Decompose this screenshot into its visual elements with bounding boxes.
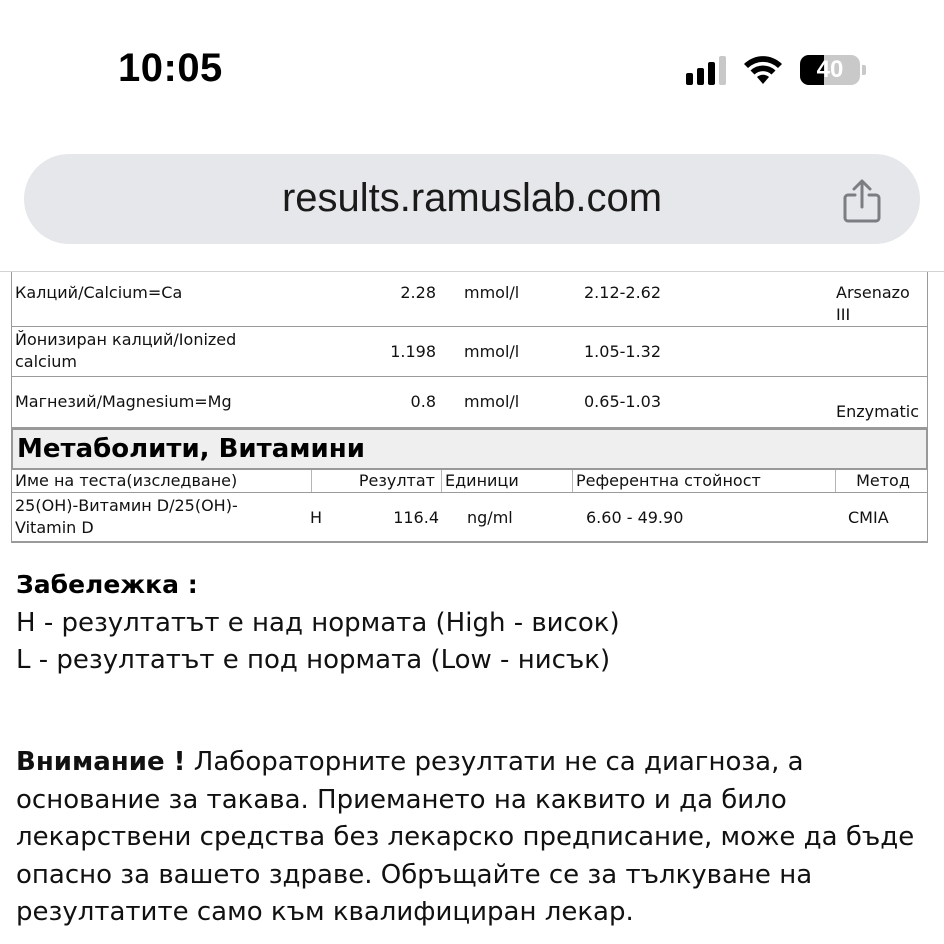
results-table: [11, 272, 928, 543]
url-text[interactable]: results.ramuslab.com: [281, 176, 663, 220]
column-header-test: Име на теста(изследване): [12, 470, 312, 492]
table-row: [11, 377, 928, 428]
table-header: [11, 470, 928, 493]
section-title: Метаболити, Витамини: [11, 428, 928, 470]
status-time: 10:05: [118, 46, 223, 90]
test-unit: mmol/l: [464, 283, 520, 302]
wifi-icon: [742, 54, 784, 86]
test-name: 25(OH)-Витамин D/25(OH)-Vitamin D: [15, 496, 238, 537]
warning-text: Лабораторните резултати не са диагноза, а основание за такава. Приемането на каквито и да било лекарствени средства без лекарско предписание, може да бъде опасно за вашето здраве. Обръщайте се за тълкуване на резултатите само към квалифициран лекар.: [16, 747, 915, 927]
column-header-result: Резултат: [312, 470, 442, 492]
table-row: [11, 327, 928, 377]
address-bar[interactable]: [24, 154, 920, 244]
test-method: CMIA: [848, 508, 889, 527]
test-flag: H: [310, 508, 323, 527]
test-reference: 1.05-1.32: [584, 342, 662, 361]
test-reference: 0.65-1.03: [584, 392, 662, 411]
test-unit: ng/ml: [467, 508, 513, 527]
status-icons: [686, 54, 866, 86]
note-line-high: H - резултатът е над нормата (High - висок): [16, 608, 620, 638]
test-name: Йонизиран калций/Ionized calcium: [15, 330, 237, 371]
test-result: 0.8: [410, 392, 436, 411]
share-icon[interactable]: [840, 178, 884, 224]
test-method: Arsenazo III: [836, 283, 910, 324]
column-header-reference: Референтна стойност: [573, 470, 836, 492]
cellular-signal-icon: [686, 55, 726, 85]
test-result: 2.28: [400, 283, 436, 302]
warning-label: Внимание !: [16, 747, 186, 777]
battery-level: 40: [816, 56, 844, 83]
note-line-low: L - резултатът е под нормата (Low - нисък): [16, 645, 611, 675]
test-reference: 2.12-2.62: [584, 283, 662, 302]
test-name: Магнезий/Magnesium=Mg: [15, 392, 232, 411]
column-header-method: Метод: [856, 471, 910, 490]
warning-paragraph: [16, 744, 926, 932]
test-name: Калций/Calcium=Ca: [15, 283, 183, 302]
column-header-unit: Единици: [442, 470, 573, 492]
table-row: [11, 272, 928, 327]
test-result: 116.4: [393, 508, 439, 527]
test-unit: mmol/l: [464, 342, 520, 361]
table-row: [11, 493, 928, 543]
test-result: 1.198: [390, 342, 436, 361]
note-title: Забележка :: [16, 570, 198, 599]
test-method: Enzymatic: [836, 402, 920, 421]
test-unit: mmol/l: [464, 392, 520, 411]
battery-icon: [800, 55, 860, 85]
test-reference: 6.60 - 49.90: [586, 508, 684, 527]
